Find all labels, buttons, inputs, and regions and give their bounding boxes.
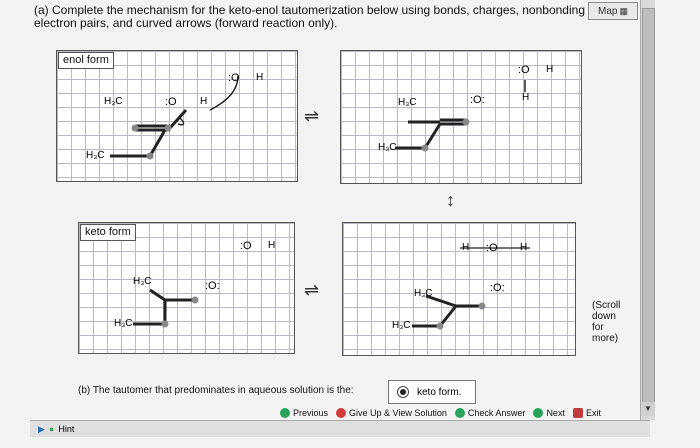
equilibrium-arrow-bottom: ⇌ <box>304 280 320 300</box>
lightbulb-icon: ● <box>48 424 55 434</box>
check-answer-label: Check Answer <box>467 408 526 418</box>
question-line-2: electron pairs, and curved arrows (forward reaction only). <box>34 16 338 30</box>
check-answer-button[interactable] <box>455 408 526 418</box>
oxygen-label[interactable]: :O: <box>490 282 505 294</box>
h3c-label: H₃C <box>414 288 433 299</box>
scroll-down-icon[interactable]: ▼ <box>641 402 655 416</box>
previous-icon <box>280 408 290 418</box>
hint-bar <box>30 420 650 437</box>
h3c-label: H₃C <box>114 318 133 329</box>
next-icon <box>533 408 543 418</box>
hydrogen-label[interactable]: H <box>546 64 554 75</box>
give-up-button[interactable] <box>336 408 447 418</box>
atom-node[interactable] <box>162 321 169 328</box>
atom-node[interactable] <box>437 323 444 330</box>
atom-node[interactable] <box>147 153 154 160</box>
scroll-note-line: (Scroll <box>592 300 621 311</box>
hydrogen-label[interactable]: H <box>522 92 530 103</box>
previous-button[interactable] <box>280 408 328 418</box>
hydrogen-label[interactable]: H <box>520 242 528 253</box>
atom-node[interactable] <box>422 145 429 152</box>
part-b-answer-box[interactable] <box>388 380 476 404</box>
hydrogen-label[interactable]: H <box>462 242 470 253</box>
hydrogen-label[interactable]: H <box>268 240 276 251</box>
atom-node[interactable] <box>165 125 172 132</box>
keto-form-label: keto form <box>80 224 136 241</box>
next-label: Next <box>546 408 565 418</box>
radio-selected-icon[interactable] <box>397 386 409 398</box>
hint-label: Hint <box>58 424 75 434</box>
oxygen-label[interactable]: :O <box>165 96 177 108</box>
scroll-note-line: for <box>592 322 604 333</box>
exit-button[interactable] <box>573 408 601 418</box>
oxygen-label[interactable]: :O <box>518 64 530 76</box>
keto-left-structure <box>133 290 195 324</box>
oxygen-label[interactable]: :O: <box>470 94 485 106</box>
enol-form-label: enol form <box>58 52 114 69</box>
atom-node[interactable] <box>192 297 199 304</box>
resonance-arrow: ↕ <box>446 190 455 210</box>
hydrogen-label[interactable]: H <box>200 96 208 107</box>
h3c-label: H₃C <box>378 142 397 153</box>
periodic-table-icon: ▦ <box>619 5 628 16</box>
previous-label: Previous <box>293 408 329 418</box>
question-line-1: (a) Complete the mechanism for the keto-enol tautomerization below using bonds, charges, nonbonding <box>34 3 585 17</box>
atom-node[interactable] <box>479 303 486 310</box>
give-up-label: Give Up & View Solution <box>349 408 447 418</box>
equilibrium-arrow-top: ⇌ <box>304 106 320 126</box>
oxygen-label[interactable]: :O <box>228 72 240 84</box>
keto-right-structure <box>412 296 482 326</box>
atom-node[interactable] <box>132 125 139 132</box>
h3c-label: H₃C <box>86 150 105 161</box>
expand-triangle-icon: ▶ <box>38 423 45 434</box>
exit-icon <box>573 408 583 418</box>
h3c-label: H₃C <box>133 276 152 287</box>
exit-label: Exit <box>585 408 601 418</box>
h3c-label: H₃C <box>392 320 411 331</box>
part-b-selected-label: keto form. <box>417 386 462 398</box>
oxygen-label[interactable]: :O <box>486 242 498 254</box>
enol-right-structure <box>395 120 466 148</box>
part-b-prompt: (b) The tautomer that predominates in aqueous solution is the: <box>78 385 354 396</box>
enol-left-structure <box>110 110 186 156</box>
scroll-note-line: down <box>592 311 616 322</box>
hydrogen-label[interactable]: H <box>256 72 264 83</box>
scroll-note-line: more) <box>592 333 619 344</box>
action-bar <box>280 408 601 418</box>
h3c-label: H₃C <box>398 97 417 108</box>
give-up-icon <box>336 408 346 418</box>
h3c-label: H₃C <box>104 96 123 107</box>
check-icon <box>455 408 465 418</box>
scroll-note <box>592 300 640 344</box>
next-button[interactable] <box>533 408 565 418</box>
oxygen-label[interactable]: :O: <box>205 280 220 292</box>
oxygen-label[interactable]: :O <box>240 240 252 252</box>
hint-button[interactable] <box>38 424 74 435</box>
map-label: Map <box>598 5 618 17</box>
atom-node[interactable] <box>463 119 470 126</box>
